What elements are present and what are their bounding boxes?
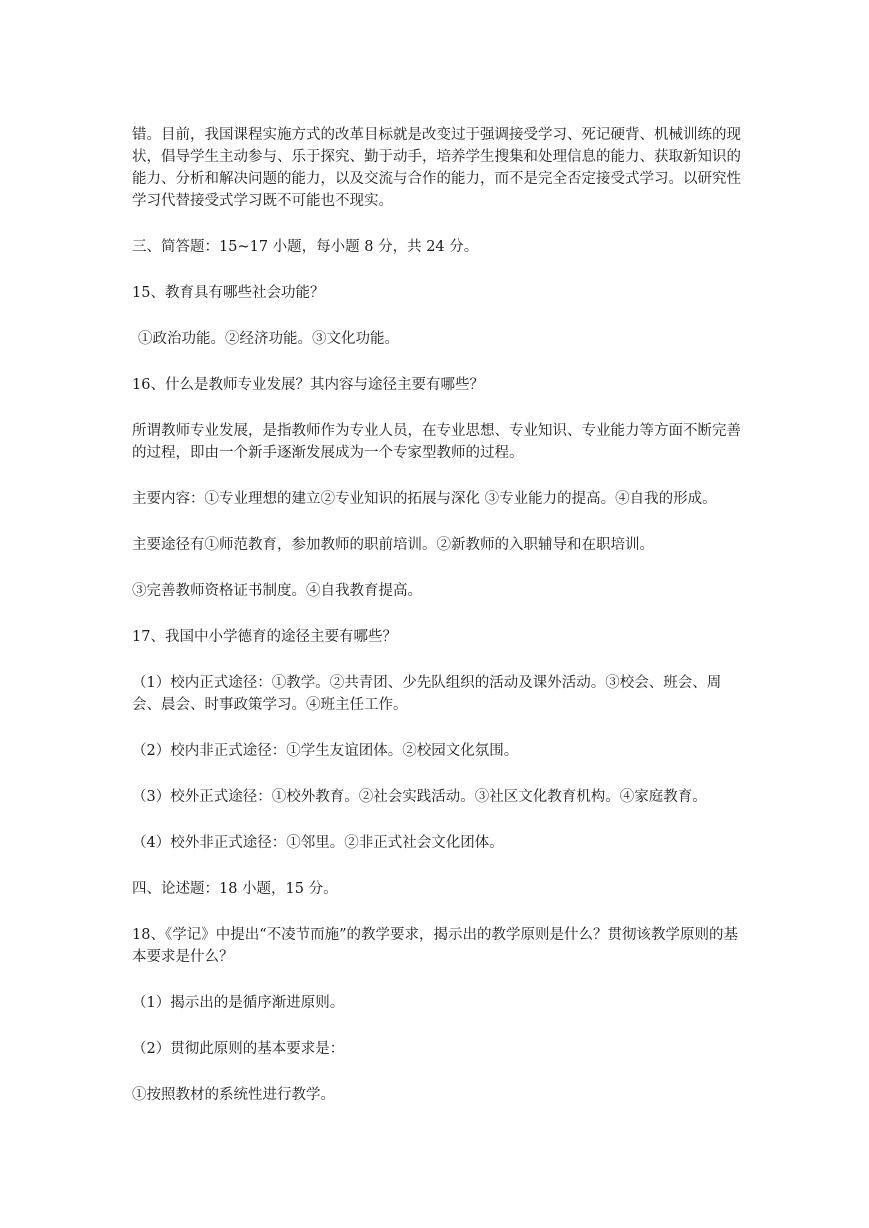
answer-17-item-4: （4）校外非正式途径：①邻里。②非正式社会文化团体。 <box>132 835 504 851</box>
question-17: 17、我国中小学德育的途径主要有哪些？ <box>132 629 397 645</box>
answer-17-item-1: （1）校内正式途径：①教学。②共青团、少先队组织的活动及课外活动。③校会、班会、周会、晨会、时事政策学习。④班主任工作。 <box>132 675 722 713</box>
question-15: 15、教育具有哪些社会功能？ <box>132 285 325 301</box>
answer-16-content: 主要内容：①专业理想的建立②专业知识的拓展与深化 ③专业能力的提高。④自我的形成。 <box>132 491 717 507</box>
answer-18-part-1: （1）揭示出的是循序渐进原则。 <box>132 995 345 1011</box>
question-18: 18、《学记》中提出“不凌节而施”的教学要求，揭示出的教学原则是什么？贯彻该教学原则的基本要求是什么？ <box>132 927 739 965</box>
paragraph-intro-continuation: 错。目前，我国课程实施方式的改革目标就是改变过于强调接受学习、死记硬背、机械训练的现状，倡导学生主动参与、乐于探究、勤于动手，培养学生搜集和处理信息的能力、获取新知识的能力、分析和解决问题的能力，以及交流与合作的能力，而不是完全否定接受式学习。以研究性学习代替接受式学习既不可能也不现实。 <box>132 127 741 209</box>
question-16: 16、什么是教师专业发展？其内容与途径主要有哪些？ <box>132 377 484 393</box>
section-heading-essay: 四、论述题：18 小题，15 分。 <box>132 881 338 897</box>
answer-18-part-2: （2）贯彻此原则的基本要求是： <box>132 1041 345 1057</box>
answer-17-item-2: （2）校内非正式途径：①学生友谊团体。②校园文化氛围。 <box>132 743 519 759</box>
answer-16-definition: 所谓教师专业发展，是指教师作为专业人员，在专业思想、专业知识、专业能力等方面不断完善的过程，即由一个新手逐渐发展成为一个专家型教师的过程。 <box>132 423 741 461</box>
document-body <box>132 124 744 1130</box>
answer-16-paths: 主要途径有①师范教育，参加教师的职前培训。②新教师的入职辅导和在职培训。 <box>132 537 654 553</box>
answer-18-requirement-1: ①按照教材的系统性进行教学。 <box>132 1087 335 1103</box>
answer-15: ①政治功能。②经济功能。③文化功能。 <box>138 331 399 347</box>
answer-17-item-3: （3）校外正式途径：①校外教育。②社会实践活动。③社区文化教育机构。④家庭教育。 <box>132 789 707 805</box>
answer-16-paths-continued: ③完善教师资格证书制度。④自我教育提高。 <box>132 583 422 599</box>
section-heading-short-answer: 三、简答题：15~17 小题，每小题 8 分，共 24 分。 <box>132 239 479 255</box>
